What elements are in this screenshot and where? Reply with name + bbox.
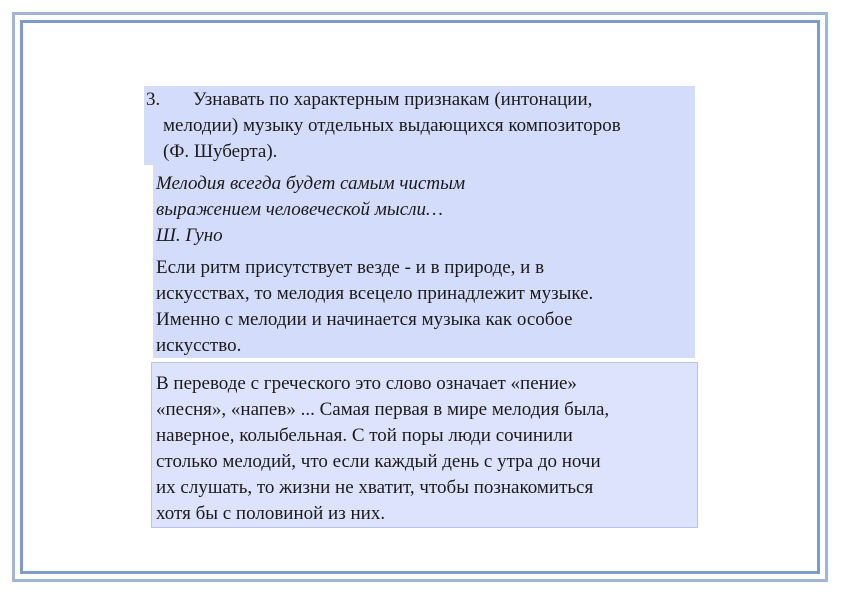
quote-line-1: Мелодия всегда будет самым чистым — [156, 173, 466, 194]
paragraph-rhythm-melody — [156, 255, 593, 359]
list-item-line-3: (Ф. Шуберта). — [163, 141, 278, 162]
quote-author: Ш. Гуно — [156, 225, 223, 246]
quote-line-2: выражением человеческой мысли… — [156, 199, 443, 220]
paragraph1-line-2: искусствах, то мелодия всецело принадлежит музыке. — [156, 283, 594, 304]
paragraph2-line-2: «песня», «напев» ... Самая первая в мире мелодия была, — [156, 399, 610, 420]
paragraph1-line-1: Если ритм присутствует везде - и в природе, и в — [156, 257, 545, 278]
paragraph2-line-4: столько мелодий, что если каждый день с утра до ночи — [156, 451, 601, 472]
paragraph1-line-4: искусство. — [156, 335, 242, 356]
paragraph2-line-3: наверное, колыбельная. С той поры люди сочинили — [156, 425, 573, 446]
list-item-block — [144, 86, 695, 165]
list-item-line-2: мелодии) музыку отдельных выдающихся композиторов — [163, 115, 621, 136]
greek-origin-textbox — [151, 362, 698, 528]
paragraph2-line-5: их слушать, то жизни не хватит, чтобы познакомиться — [156, 477, 594, 498]
paragraph1-line-3: Именно с мелодии и начинается музыка как особое — [156, 309, 573, 330]
paragraph2-line-1: В переводе с греческого это слово означает «пение» — [156, 373, 577, 394]
quote-and-paragraph-block — [153, 165, 695, 358]
list-item-number: 3. — [146, 89, 161, 110]
list-item-line-1: Узнавать по характерным признакам (интонации, — [193, 89, 593, 110]
paragraph-greek-origin — [156, 371, 609, 527]
paragraph2-line-6: хотя бы с половиной из них. — [156, 503, 386, 524]
epigraph-quote — [156, 171, 465, 249]
